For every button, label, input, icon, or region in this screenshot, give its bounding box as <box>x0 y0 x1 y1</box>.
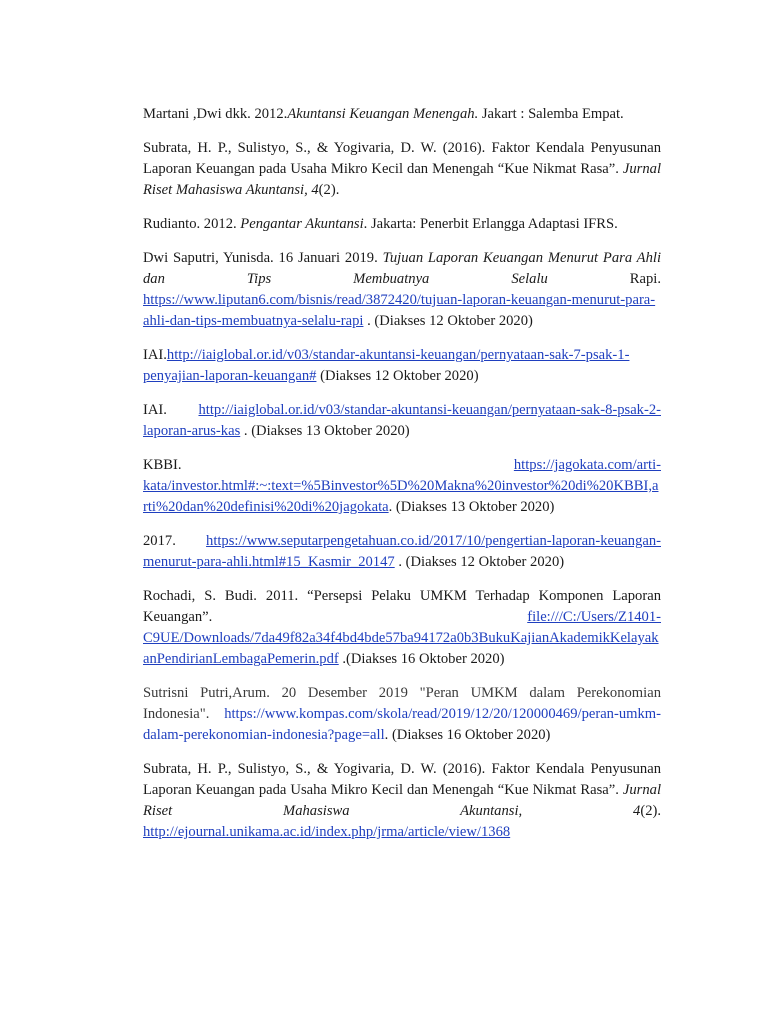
reference-accessed: (Diakses 12 Oktober 2020) <box>316 368 479 384</box>
reference-link[interactable]: https://www.liputan6.com/bisnis/read/3872420/tujuan-laporan-keuangan-menurut-para-ahli-dan-tips-membuatnya-selalu-rapi <box>143 292 656 329</box>
reference-item <box>143 531 661 573</box>
reference-text: (2). <box>318 182 340 198</box>
reference-item <box>143 683 661 746</box>
reference-link[interactable]: http://ejournal.unikama.ac.id/index.php/jrma/article/view/1368 <box>143 824 511 840</box>
reference-accessed: . (Diakses 12 Oktober 2020) <box>394 554 565 570</box>
reference-text: KBBI. <box>143 457 514 473</box>
reference-list <box>143 104 661 843</box>
reference-text: Jakart : Salemba Empat. <box>478 106 624 122</box>
reference-text: Rapi. <box>547 271 661 287</box>
reference-link[interactable]: file:///C:/Users/Z1401-C9UE/Downloads/7da49f82a34f4bd4bde57ba94172a0b3BukuKajianAkademikKelayakanPendirianLembagaPemerin.pdf <box>143 609 661 667</box>
reference-text: Sutrisni Putri,Arum. 20 Desember 2019 "Peran UMKM dalam Perekonomian Indonesia". <box>143 685 661 722</box>
reference-title: Pengantar Akuntansi <box>240 216 364 232</box>
reference-item <box>143 214 661 235</box>
reference-text: Martani ,Dwi dkk. 2012. <box>143 106 288 122</box>
reference-item <box>143 248 661 332</box>
reference-accessed: . (Diakses 12 Oktober 2020) <box>363 313 533 329</box>
reference-text: IAI. <box>143 347 167 363</box>
reference-item <box>143 759 661 843</box>
reference-accessed: . (Diakses 13 Oktober 2020) <box>388 499 555 515</box>
reference-link[interactable]: https://www.kompas.com/skola/read/2019/12/20/120000469/peran-umkm-dalam-perekonomian-indonesia?page=all <box>143 706 661 743</box>
reference-text: . Jakarta: Penerbit Erlangga Adaptasi IFRS. <box>363 216 618 232</box>
reference-accessed: . (Diakses 16 Oktober 2020) <box>384 727 551 743</box>
reference-title: Tujuan Laporan Keuangan Menurut Para Ahli dan Tips Membuatnya Selalu <box>143 250 661 287</box>
reference-item <box>143 104 661 125</box>
reference-text: Subrata, H. P., Sulistyo, S., & Yogivaria, D. W. (2016). Faktor Kendala Penyusunan Laporan Keuangan pada Usaha Mikro Kecil dan Menengah “Kue Nikmat Rasa”. <box>143 140 661 177</box>
reference-item <box>143 138 661 201</box>
reference-item <box>143 455 661 518</box>
reference-link[interactable]: https://www.seputarpengetahuan.co.id/2017/10/pengertian-laporan-keuangan-menurut-para-ahli.html#15_Kasmir_20147 <box>143 533 661 570</box>
reference-link[interactable]: http://iaiglobal.or.id/v03/standar-akuntansi-keuangan/pernyataan-sak-8-psak-2-laporan-arus-kas <box>143 402 661 439</box>
reference-text: IAI. <box>143 402 199 418</box>
reference-text: (2). <box>640 803 661 819</box>
reference-accessed: . (Diakses 13 Oktober 2020) <box>240 423 410 439</box>
reference-text: Rochadi, S. Budi. 2011. “Persepsi Pelaku UMKM Terhadap Komponen Laporan Keuangan”. <box>143 588 661 625</box>
reference-link[interactable]: https://jagokata.com/arti-kata/investor.html#:~:text=%5Binvestor%5D%20Makna%20investor%20di%20KBBI,arti%20dan%20definisi%20di%20jagokata <box>143 457 661 515</box>
reference-text: 2017. <box>143 533 207 549</box>
reference-item <box>143 400 661 442</box>
reference-text: Rudianto. 2012. <box>143 216 241 232</box>
reference-title: Jurnal Riset Mahasiswa Akuntansi, 4 <box>143 161 661 198</box>
reference-title: Akuntansi Keuangan Menengah. <box>287 106 479 122</box>
reference-link[interactable]: http://iaiglobal.or.id/v03/standar-akuntansi-keuangan/pernyataan-sak-7-psak-1-penyajian-laporan-keuangan# <box>143 347 630 384</box>
reference-text: Subrata, H. P., Sulistyo, S., & Yogivaria, D. W. (2016). Faktor Kendala Penyusunan Laporan Keuangan pada Usaha Mikro Kecil dan Menengah “Kue Nikmat Rasa”. <box>143 761 661 798</box>
reference-text: Dwi Saputri, Yunisda. 16 Januari 2019. <box>143 250 383 266</box>
reference-accessed: .(Diakses 16 Oktober 2020) <box>338 651 505 667</box>
reference-title: Jurnal Riset Mahasiswa Akuntansi, 4 <box>143 782 661 819</box>
reference-item <box>143 586 661 670</box>
reference-item <box>143 345 661 387</box>
